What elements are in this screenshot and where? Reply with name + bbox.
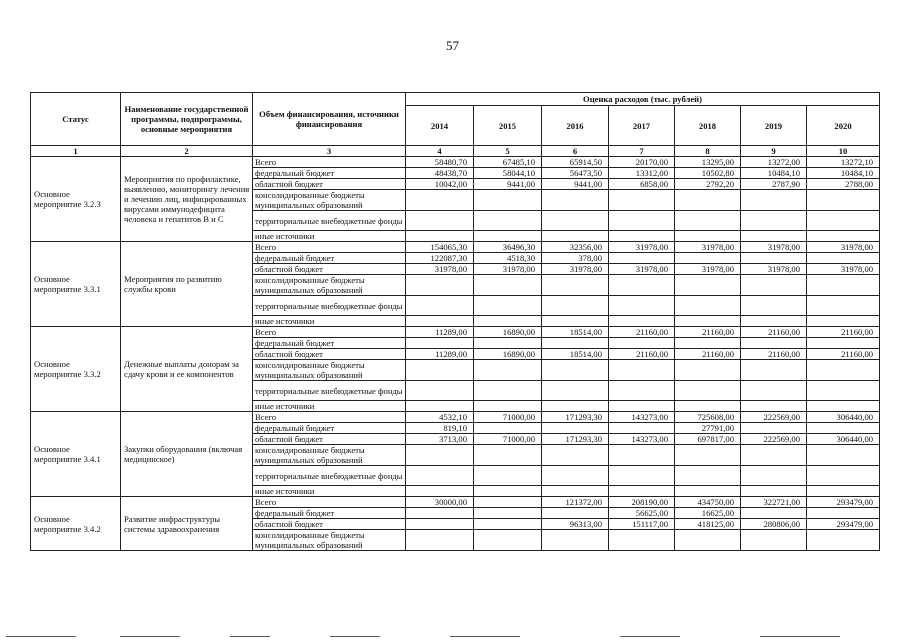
column-index: 3 (253, 146, 406, 157)
column-index-row (31, 146, 880, 157)
column-index: 9 (741, 146, 807, 157)
header-year: 2020 (807, 106, 880, 146)
amount-cell: 819,10 (406, 423, 474, 434)
amount-cell (807, 275, 880, 296)
amount-cell: 21160,00 (741, 327, 807, 338)
amount-cell: 31978,00 (609, 264, 675, 275)
amount-cell: 10502,80 (675, 168, 741, 179)
amount-cell (741, 211, 807, 231)
funding-source-cell: областной бюджет (253, 179, 406, 190)
amount-cell: 10484,10 (741, 168, 807, 179)
header-year: 2019 (741, 106, 807, 146)
funding-source-cell: иные источники (253, 486, 406, 497)
amount-cell (542, 401, 609, 412)
amount-cell: 16625,00 (675, 508, 741, 519)
header-year: 2014 (406, 106, 474, 146)
amount-cell (675, 466, 741, 486)
funding-source-cell: иные источники (253, 316, 406, 327)
amount-cell: 65914,50 (542, 157, 609, 168)
funding-source-cell: Всего (253, 327, 406, 338)
funding-source-cell: консолидированные бюджеты муниципальных образований (253, 530, 406, 551)
amount-cell (741, 231, 807, 242)
amount-cell (542, 486, 609, 497)
amount-cell: 31978,00 (807, 242, 880, 253)
amount-cell (609, 423, 675, 434)
amount-cell (406, 316, 474, 327)
amount-cell (474, 401, 542, 412)
amount-cell: 9441,00 (474, 179, 542, 190)
amount-cell (807, 401, 880, 412)
amount-cell (474, 360, 542, 381)
column-index: 4 (406, 146, 474, 157)
amount-cell: 154065,30 (406, 242, 474, 253)
amount-cell (675, 253, 741, 264)
footer-rule (760, 636, 840, 637)
amount-cell (474, 508, 542, 519)
amount-cell (675, 401, 741, 412)
funding-source-cell: территориальные внебюджетные фонды (253, 211, 406, 231)
amount-cell (807, 231, 880, 242)
amount-cell (807, 423, 880, 434)
amount-cell (609, 296, 675, 316)
amount-cell (741, 423, 807, 434)
amount-cell (741, 360, 807, 381)
expenditure-table (30, 92, 880, 551)
amount-cell (807, 338, 880, 349)
footer-rule (330, 636, 380, 637)
amount-cell: 56473,50 (542, 168, 609, 179)
amount-cell: 280806,00 (741, 519, 807, 530)
amount-cell (741, 466, 807, 486)
amount-cell: 306440,00 (807, 412, 880, 423)
funding-source-cell: иные источники (253, 401, 406, 412)
amount-cell (807, 316, 880, 327)
amount-cell (406, 338, 474, 349)
amount-cell (741, 275, 807, 296)
amount-cell (741, 190, 807, 211)
amount-cell: 67485,10 (474, 157, 542, 168)
funding-source-cell: консолидированные бюджеты муниципальных образований (253, 190, 406, 211)
status-cell: Основное мероприятие 3.4.1 (31, 412, 121, 497)
amount-cell: 31978,00 (675, 264, 741, 275)
amount-cell (741, 401, 807, 412)
amount-cell (741, 445, 807, 466)
amount-cell (741, 508, 807, 519)
amount-cell (741, 381, 807, 401)
amount-cell (609, 338, 675, 349)
amount-cell (542, 508, 609, 519)
amount-cell: 71000,00 (474, 434, 542, 445)
amount-cell (807, 381, 880, 401)
amount-cell (675, 360, 741, 381)
amount-cell: 2787,90 (741, 179, 807, 190)
amount-cell (807, 360, 880, 381)
amount-cell: 122087,30 (406, 253, 474, 264)
table-row (31, 412, 880, 423)
header-year: 2017 (609, 106, 675, 146)
amount-cell (542, 275, 609, 296)
amount-cell (406, 190, 474, 211)
amount-cell: 11289,00 (406, 327, 474, 338)
amount-cell: 48438,70 (406, 168, 474, 179)
amount-cell (609, 401, 675, 412)
amount-cell (807, 211, 880, 231)
measure-name-cell: Денежные выплаты донорам за сдачу крови и ее компонентов (121, 327, 253, 412)
amount-cell (675, 486, 741, 497)
amount-cell (406, 211, 474, 231)
amount-cell: 58044,10 (474, 168, 542, 179)
table-row (31, 157, 880, 168)
table-row (31, 242, 880, 253)
header-status: Статус (31, 93, 121, 146)
amount-cell (807, 253, 880, 264)
amount-cell: 36496,30 (474, 242, 542, 253)
table-row (31, 327, 880, 338)
measure-name-cell: Мероприятия по развитию службы крови (121, 242, 253, 327)
amount-cell (474, 338, 542, 349)
amount-cell: 32356,00 (542, 242, 609, 253)
amount-cell (675, 381, 741, 401)
table-row (31, 497, 880, 508)
amount-cell (474, 190, 542, 211)
amount-cell: 10042,00 (406, 179, 474, 190)
status-cell: Основное мероприятие 3.2.3 (31, 157, 121, 242)
amount-cell: 58480,70 (406, 157, 474, 168)
column-index: 8 (675, 146, 741, 157)
amount-cell (406, 466, 474, 486)
amount-cell (675, 190, 741, 211)
amount-cell: 10484,10 (807, 168, 880, 179)
amount-cell (609, 530, 675, 551)
amount-cell (741, 253, 807, 264)
amount-cell (406, 296, 474, 316)
amount-cell (542, 211, 609, 231)
amount-cell: 2792,20 (675, 179, 741, 190)
amount-cell (609, 360, 675, 381)
amount-cell: 21160,00 (609, 349, 675, 360)
measure-name-cell: Закупки оборудования (включая медицинское) (121, 412, 253, 497)
column-index: 1 (31, 146, 121, 157)
amount-cell: 21160,00 (675, 349, 741, 360)
amount-cell (406, 486, 474, 497)
funding-source-cell: территориальные внебюджетные фонды (253, 381, 406, 401)
amount-cell (675, 231, 741, 242)
amount-cell (474, 519, 542, 530)
amount-cell: 11289,00 (406, 349, 474, 360)
amount-cell (406, 445, 474, 466)
header-funding: Объем финансирования, источники финансирования (253, 93, 406, 146)
amount-cell (741, 338, 807, 349)
column-index: 2 (121, 146, 253, 157)
amount-cell: 322721,00 (741, 497, 807, 508)
amount-cell: 143273,00 (609, 434, 675, 445)
amount-cell (675, 296, 741, 316)
amount-cell (609, 190, 675, 211)
amount-cell: 418125,00 (675, 519, 741, 530)
measure-name-cell: Развитие инфраструктуры системы здравоохранения (121, 497, 253, 551)
amount-cell (474, 316, 542, 327)
funding-source-cell: федеральный бюджет (253, 338, 406, 349)
amount-cell: 13272,10 (807, 157, 880, 168)
funding-source-cell: территориальные внебюджетные фонды (253, 296, 406, 316)
footer-rule (6, 636, 76, 637)
amount-cell (807, 466, 880, 486)
amount-cell: 3713,00 (406, 434, 474, 445)
amount-cell (542, 338, 609, 349)
amount-cell: 18514,00 (542, 327, 609, 338)
amount-cell (474, 381, 542, 401)
amount-cell: 222569,00 (741, 434, 807, 445)
amount-cell: 31978,00 (474, 264, 542, 275)
amount-cell (741, 530, 807, 551)
amount-cell (741, 316, 807, 327)
status-cell: Основное мероприятие 3.4.2 (31, 497, 121, 551)
funding-source-cell: федеральный бюджет (253, 253, 406, 264)
amount-cell: 20170,00 (609, 157, 675, 168)
amount-cell (675, 530, 741, 551)
amount-cell: 21160,00 (675, 327, 741, 338)
amount-cell: 4532,10 (406, 412, 474, 423)
footer-rule (450, 636, 520, 637)
funding-source-cell: консолидированные бюджеты муниципальных образований (253, 275, 406, 296)
amount-cell: 725608,00 (675, 412, 741, 423)
amount-cell: 293479,00 (807, 497, 880, 508)
amount-cell: 18514,00 (542, 349, 609, 360)
column-index: 5 (474, 146, 542, 157)
amount-cell (542, 445, 609, 466)
amount-cell (474, 530, 542, 551)
amount-cell (474, 486, 542, 497)
amount-cell: 31978,00 (807, 264, 880, 275)
amount-cell: 378,00 (542, 253, 609, 264)
funding-source-cell: Всего (253, 497, 406, 508)
funding-source-cell: федеральный бюджет (253, 508, 406, 519)
amount-cell: 13295,00 (675, 157, 741, 168)
funding-source-cell: Всего (253, 157, 406, 168)
amount-cell: 143273,00 (609, 412, 675, 423)
amount-cell (807, 296, 880, 316)
amount-cell (609, 445, 675, 466)
amount-cell (609, 231, 675, 242)
amount-cell (609, 466, 675, 486)
header-year: 2016 (542, 106, 609, 146)
amount-cell: 121372,00 (542, 497, 609, 508)
amount-cell: 13312,00 (609, 168, 675, 179)
amount-cell (609, 253, 675, 264)
amount-cell (474, 445, 542, 466)
funding-source-cell: Всего (253, 242, 406, 253)
amount-cell (474, 231, 542, 242)
amount-cell (807, 445, 880, 466)
funding-source-cell: областной бюджет (253, 519, 406, 530)
amount-cell (542, 231, 609, 242)
amount-cell (474, 296, 542, 316)
column-index: 10 (807, 146, 880, 157)
header-year: 2018 (675, 106, 741, 146)
amount-cell (474, 275, 542, 296)
amount-cell: 31978,00 (741, 242, 807, 253)
amount-cell: 21160,00 (807, 349, 880, 360)
funding-source-cell: федеральный бюджет (253, 423, 406, 434)
amount-cell: 9441,00 (542, 179, 609, 190)
amount-cell: 21160,00 (741, 349, 807, 360)
amount-cell: 2788,00 (807, 179, 880, 190)
amount-cell (542, 296, 609, 316)
amount-cell (609, 381, 675, 401)
amount-cell (474, 497, 542, 508)
amount-cell (741, 296, 807, 316)
page-number: 57 (446, 38, 459, 53)
amount-cell: 697817,00 (675, 434, 741, 445)
amount-cell: 31978,00 (675, 242, 741, 253)
amount-cell: 27791,00 (675, 423, 741, 434)
amount-cell: 21160,00 (807, 327, 880, 338)
amount-cell (474, 423, 542, 434)
amount-cell: 30000,00 (406, 497, 474, 508)
amount-cell: 306440,00 (807, 434, 880, 445)
status-cell: Основное мероприятие 3.3.2 (31, 327, 121, 412)
table-body (31, 157, 880, 551)
amount-cell (609, 316, 675, 327)
header-name: Наименование государственной программы, подпрограммы, основные мероприятия (121, 93, 253, 146)
amount-cell (675, 316, 741, 327)
amount-cell (406, 530, 474, 551)
amount-cell: 4518,30 (474, 253, 542, 264)
amount-cell (675, 338, 741, 349)
measure-name-cell: Мероприятия по профилактике, выявлению, мониторингу лечения и лечению лиц, инфицированных вирусами иммунодефицита человека и гепатитов В и С (121, 157, 253, 242)
funding-source-cell: консолидированные бюджеты муниципальных образований (253, 445, 406, 466)
funding-source-cell: Всего (253, 412, 406, 423)
funding-source-cell: областной бюджет (253, 349, 406, 360)
funding-source-cell: областной бюджет (253, 434, 406, 445)
amount-cell (609, 275, 675, 296)
amount-cell: 31978,00 (406, 264, 474, 275)
amount-cell (406, 275, 474, 296)
funding-source-cell: федеральный бюджет (253, 168, 406, 179)
amount-cell (406, 401, 474, 412)
amount-cell: 208190,00 (609, 497, 675, 508)
funding-source-cell: территориальные внебюджетные фонды (253, 466, 406, 486)
amount-cell (675, 275, 741, 296)
amount-cell (609, 486, 675, 497)
amount-cell (609, 211, 675, 231)
amount-cell: 293479,00 (807, 519, 880, 530)
amount-cell: 13272,00 (741, 157, 807, 168)
amount-cell (474, 466, 542, 486)
amount-cell (474, 211, 542, 231)
amount-cell (741, 486, 807, 497)
footer-rule (620, 636, 680, 637)
amount-cell: 16890,00 (474, 327, 542, 338)
amount-cell (675, 211, 741, 231)
amount-cell: 171293,30 (542, 434, 609, 445)
amount-cell (542, 190, 609, 211)
amount-cell: 96313,00 (542, 519, 609, 530)
amount-cell (807, 486, 880, 497)
amount-cell: 434750,00 (675, 497, 741, 508)
amount-cell: 31978,00 (542, 264, 609, 275)
amount-cell: 71000,00 (474, 412, 542, 423)
amount-cell (807, 190, 880, 211)
footer-rule (120, 636, 180, 637)
column-index: 6 (542, 146, 609, 157)
status-cell: Основное мероприятие 3.3.1 (31, 242, 121, 327)
amount-cell: 16890,00 (474, 349, 542, 360)
amount-cell (675, 445, 741, 466)
amount-cell: 6858,00 (609, 179, 675, 190)
amount-cell (406, 360, 474, 381)
amount-cell (542, 530, 609, 551)
amount-cell (542, 360, 609, 381)
amount-cell (542, 466, 609, 486)
amount-cell (542, 423, 609, 434)
footer-rule (230, 636, 270, 637)
amount-cell: 56625,00 (609, 508, 675, 519)
amount-cell: 31978,00 (609, 242, 675, 253)
amount-cell: 151117,00 (609, 519, 675, 530)
amount-cell (807, 530, 880, 551)
amount-cell (406, 231, 474, 242)
amount-cell: 171293,30 (542, 412, 609, 423)
funding-source-cell: областной бюджет (253, 264, 406, 275)
funding-source-cell: иные источники (253, 231, 406, 242)
funding-source-cell: консолидированные бюджеты муниципальных образований (253, 360, 406, 381)
amount-cell: 31978,00 (741, 264, 807, 275)
amount-cell (406, 519, 474, 530)
header-year: 2015 (474, 106, 542, 146)
amount-cell (406, 508, 474, 519)
amount-cell: 222569,00 (741, 412, 807, 423)
header-estimate: Оценка расходов (тыс. рублей) (406, 93, 880, 106)
amount-cell (406, 381, 474, 401)
amount-cell (807, 508, 880, 519)
column-index: 7 (609, 146, 675, 157)
amount-cell: 21160,00 (609, 327, 675, 338)
amount-cell (542, 381, 609, 401)
amount-cell (542, 316, 609, 327)
